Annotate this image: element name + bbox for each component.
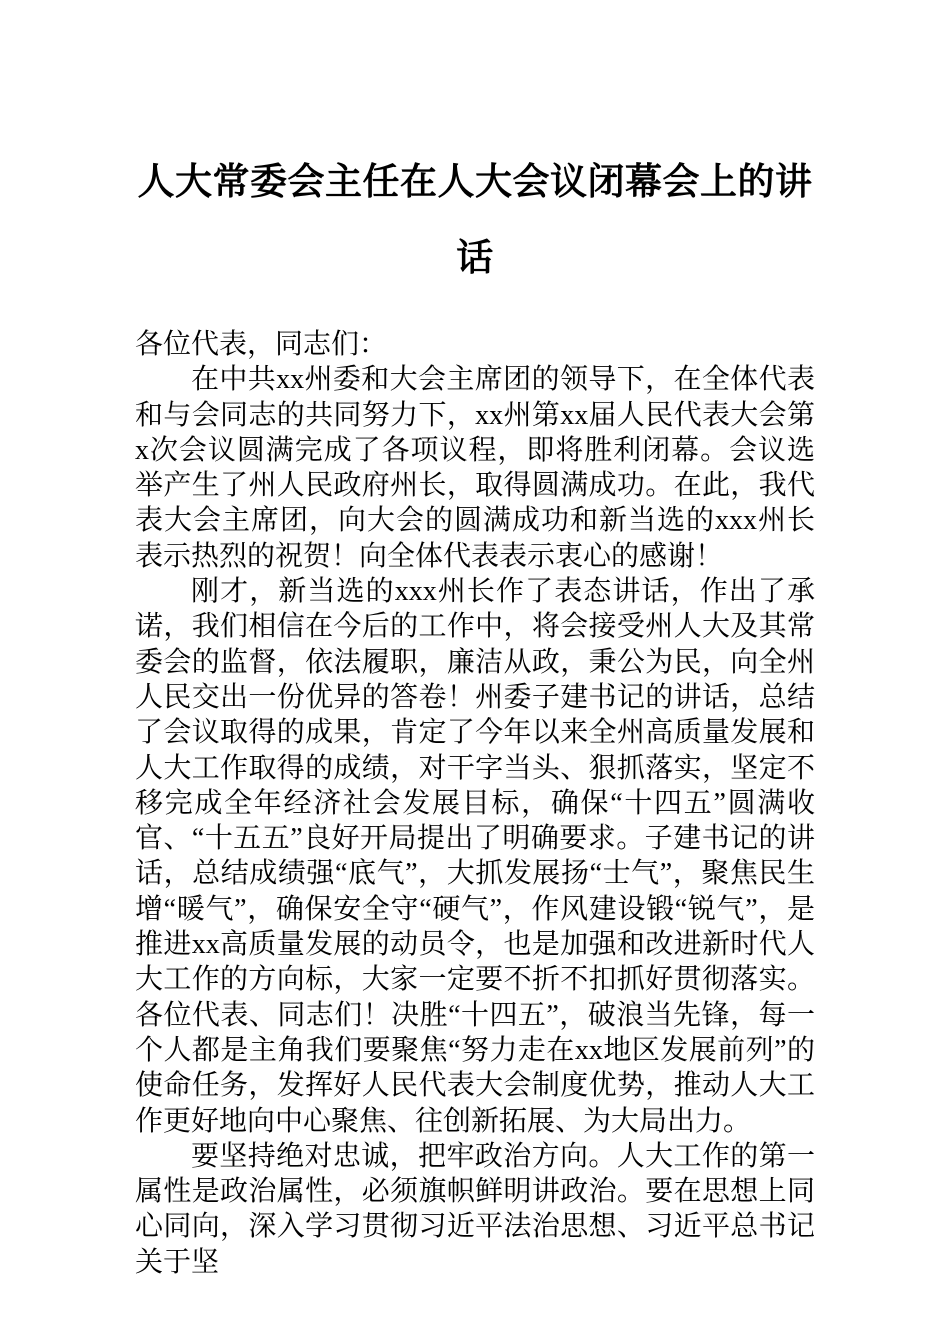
document-content: [0, 145, 950, 1280]
paragraph-2: 刚才，新当选的xxx州长作了表态讲话，作出了承诺，我们相信在今后的工作中，将会接受州人大及其常委会的监督，依法履职，廉洁从政，秉公为民，向全州人民交出一份优异的答卷！州委子建书记的讲话，总结了会议取得的成果，肯定了今年以来全州高质量发展和人大工作取得的成绩，对干字当头、狠抓落实，坚定不移完成全年经济社会发展目标，确保“十四五”圆满收官、“十五五”良好开局提出了明确要求。子建书记的讲话，总结成绩强“底气”，大抓发展扬“士气”，聚焦民生增“暖气”，确保安全守“硬气”，作风建设锻“锐气”，是推进xx高质量发展的动员令，也是加强和改进新时代人大工作的方向标，大家一定要不折不扣抓好贯彻落实。各位代表、同志们！决胜“十四五”，破浪当先锋，每一个人都是主角我们要聚焦“努力走在xx地区发展前列”的使命任务，发挥好人民代表大会制度优势，推动人大工作更好地向中心聚焦、往创新拓展、为大局出力。: [135, 576, 815, 1137]
paragraph-1: 在中共xx州委和大会主席团的领导下，在全体代表和与会同志的共同努力下，xx州第xx届人民代表大会第x次会议圆满完成了各项议程，即将胜利闭幕。会议选举产生了州人民政府州长，取得圆满成功。在此，我代表大会主席团，向大会的圆满成功和新当选的xxx州长表示热烈的祝贺！向全体代表表示衷心的感谢！: [135, 364, 815, 572]
document-body: [135, 327, 815, 1280]
paragraph-salutation: 各位代表，同志们：: [135, 329, 388, 360]
paragraph-3: 要坚持绝对忠诚，把牢政治方向。人大工作的第一属性是政治属性，必须旗帜鲜明讲政治。要在思想上同心同向，深入学习贯彻习近平法治思想、习近平总书记关于坚: [135, 1140, 815, 1278]
page-title: 人大常委会主任在人大会议闭幕会上的讲话: [137, 162, 813, 279]
